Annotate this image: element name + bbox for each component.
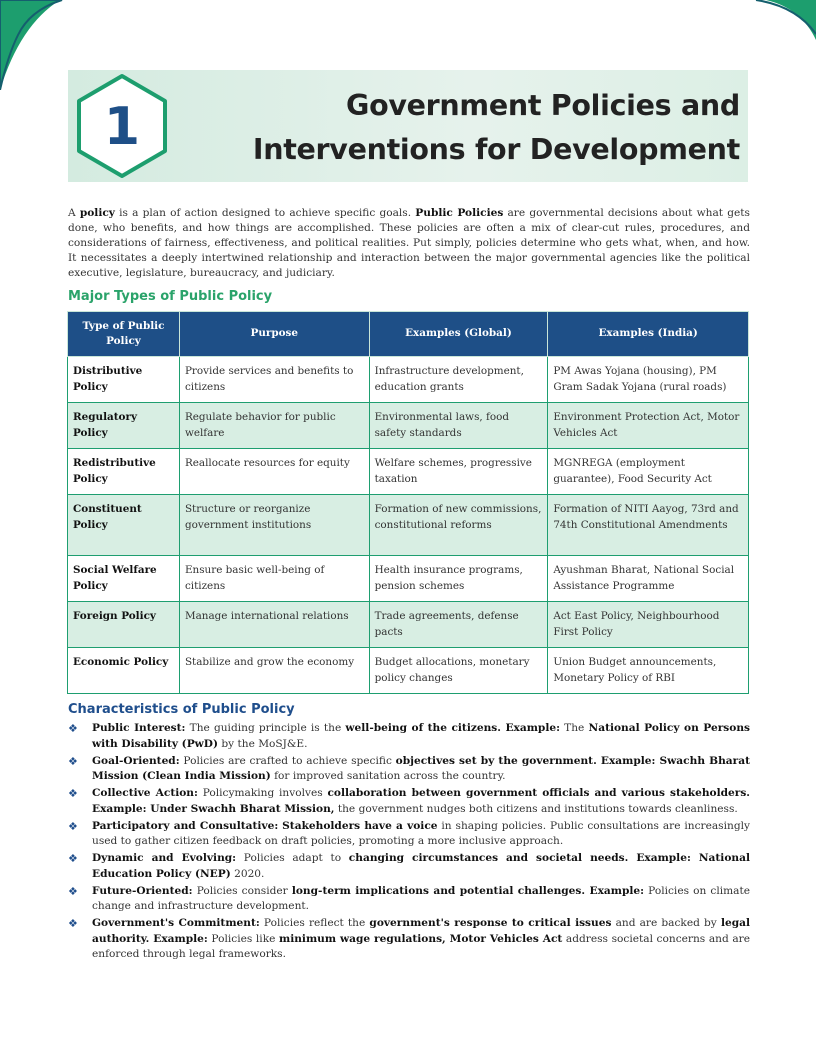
item-label: Future-Oriented: <box>92 884 193 897</box>
item-label: Dynamic and Evolving: <box>92 852 237 864</box>
cell-type: Foreign Policy <box>68 602 180 648</box>
cell-type: Redistributive Policy <box>68 449 180 495</box>
cell-purpose: Reallocate resources for equity <box>179 449 369 495</box>
item-text: the government nudges both citizens and institutions towards cleanliness. <box>334 802 738 815</box>
item-keyword: well-being of the citizens. Example: <box>345 722 560 734</box>
diamond-bullet-icon: ❖ <box>68 754 78 768</box>
item-label: Goal-Oriented: <box>92 754 180 767</box>
cell-purpose: Ensure basic well-being of citizens <box>179 556 369 602</box>
item-text: address societal concerns and are enforced through legal frameworks. <box>92 932 750 960</box>
diamond-bullet-icon: ❖ <box>68 917 78 930</box>
diamond-bullet-icon: ❖ <box>68 787 78 800</box>
corner-decoration-left <box>0 0 70 90</box>
cell-type: Distributive Policy <box>68 357 180 403</box>
table-row <box>68 403 749 449</box>
item-keyword: National Policy on Persons with Disability (PwD) <box>92 722 750 750</box>
cell-type: Social Welfare Policy <box>68 556 180 602</box>
list-item <box>68 721 750 752</box>
cell-global: Formation of new commissions, constitutional reforms <box>369 495 548 556</box>
table-row <box>68 648 749 694</box>
cell-india: Union Budget announcements, Monetary Policy of RBI <box>548 648 749 694</box>
header-purpose: Purpose <box>179 312 369 357</box>
chapter-title-line-1: Government Policies and <box>346 89 740 122</box>
cell-global: Health insurance programs, pension schemes <box>369 556 548 602</box>
cell-global: Environmental laws, food safety standards <box>369 403 548 449</box>
item-text: The <box>560 722 589 734</box>
table-row <box>68 556 749 602</box>
item-keyword: changing circumstances and societal needs. Example: National Education Policy (NEP) <box>92 852 750 880</box>
item-text: Policies are crafted to achieve specific <box>179 754 396 767</box>
cell-global: Infrastructure development, education grants <box>369 357 548 403</box>
table-row <box>68 495 749 556</box>
intro-keyword: Public Policies <box>415 207 504 219</box>
item-keyword: long-term implications and potential challenges. Example: <box>291 884 645 897</box>
section-heading-types: Major Types of Public Policy <box>68 289 273 304</box>
header-type: Type of Public Policy <box>68 312 180 357</box>
diamond-bullet-icon: ❖ <box>68 852 78 865</box>
diamond-bullet-icon: ❖ <box>68 819 78 833</box>
item-text: Policies adapt to <box>236 852 349 864</box>
diamond-bullet-icon: ❖ <box>68 722 78 735</box>
cell-india: Formation of NITI Aayog, 73rd and 74th Constitutional Amendments <box>548 495 749 556</box>
cell-india: Act East Policy, Neighbourhood First Policy <box>548 602 749 648</box>
chapter-title-line-2: Interventions for Development <box>252 133 740 166</box>
item-text: Policies on climate change and infrastructure development. <box>92 884 751 912</box>
cell-india: Ayushman Bharat, National Social Assistance Programme <box>548 556 749 602</box>
item-text: in shaping policies. Public consultations are increasingly used to gather citizen feedback on draft policies, promoting a more inclusive approach. <box>92 819 750 847</box>
chapter-banner <box>68 70 748 182</box>
cell-global: Welfare schemes, progressive taxation <box>369 449 548 495</box>
intro-text: A <box>68 207 80 219</box>
table-row <box>68 602 749 648</box>
cell-type: Constituent Policy <box>68 495 180 556</box>
item-text: 2020. <box>230 867 265 880</box>
cell-purpose: Stabilize and grow the economy <box>179 648 369 694</box>
chapter-title <box>253 84 740 172</box>
list-item <box>68 851 750 882</box>
diamond-bullet-icon: ❖ <box>68 884 78 898</box>
intro-paragraph <box>68 206 750 281</box>
cell-india: PM Awas Yojana (housing), PM Gram Sadak Yojana (rural roads) <box>548 357 749 403</box>
table-header-row <box>68 312 749 357</box>
intro-keyword: policy <box>79 207 115 219</box>
item-label: Government's Commitment: <box>92 917 260 929</box>
header-examples-global: Examples (Global) <box>369 312 548 357</box>
cell-india: MGNREGA (employment guarantee), Food Security Act <box>548 449 749 495</box>
list-item <box>68 916 750 963</box>
item-text: and are backed by <box>611 917 721 929</box>
cell-purpose: Structure or reorganize government institutions <box>179 495 369 556</box>
cell-purpose: Manage international relations <box>179 602 369 648</box>
item-text: Policies consider <box>192 884 292 897</box>
cell-global: Budget allocations, monetary policy changes <box>369 648 548 694</box>
intro-text: is a plan of action designed to achieve specific goals. <box>114 207 416 219</box>
list-item <box>68 884 750 915</box>
cell-global: Trade agreements, defense pacts <box>369 602 548 648</box>
item-keyword: Stakeholders have a voice <box>282 819 438 832</box>
header-examples-india: Examples (India) <box>548 312 749 357</box>
item-label: Public Interest: <box>92 722 186 734</box>
cell-india: Environment Protection Act, Motor Vehicles Act <box>548 403 749 449</box>
item-keyword: minimum wage regulations, Motor Vehicles Act <box>279 932 563 945</box>
item-keyword: government's response to critical issues <box>369 917 612 929</box>
item-keyword: objectives set by the government. Example: Swachh Bharat Mission (Clean India Mission) <box>92 754 750 782</box>
list-item <box>68 754 750 785</box>
section-heading-characteristics: Characteristics of Public Policy <box>68 702 295 717</box>
item-text: for improved sanitation across the country. <box>270 770 506 782</box>
cell-purpose: Provide services and benefits to citizens <box>179 357 369 403</box>
policy-types-table <box>67 311 749 694</box>
chapter-number: 1 <box>103 97 141 157</box>
item-text: Policies reflect the <box>259 917 370 929</box>
cell-purpose: Regulate behavior for public welfare <box>179 403 369 449</box>
characteristics-list <box>68 721 750 964</box>
item-text: by the MoSJ&E. <box>217 737 308 750</box>
chapter-number-hexagon <box>74 72 170 180</box>
item-text: Policies like <box>207 932 279 945</box>
item-keyword: legal authority. Example: <box>92 917 750 945</box>
item-text: Policymaking involves <box>197 787 328 799</box>
intro-text: are governmental decisions about what gets done, who benefits, and how things are accomplished. These policies are often a mix of clear-cut rules, procedures, and considerations of fairness, effectiveness, and political realities. Put simply, policies determine who gets what, when, and how. It necessitates a deeply intertwined relationship and interaction between the major governmental agencies like the political executive, legislature, bureaucracy, and judiciary. <box>68 207 750 279</box>
item-label: Participatory and Consultative: <box>92 819 279 832</box>
cell-type: Regulatory Policy <box>68 403 180 449</box>
item-text: The guiding principle is the <box>185 722 346 734</box>
list-item <box>68 819 750 850</box>
item-label: Collective Action: <box>92 787 198 799</box>
corner-decoration-right <box>746 0 816 40</box>
table-row <box>68 357 749 403</box>
table-row <box>68 449 749 495</box>
item-keyword: collaboration between government officials and various stakeholders. Example: Under Swachh Bharat Mission, <box>92 787 750 815</box>
cell-type: Economic Policy <box>68 648 180 694</box>
list-item <box>68 786 750 817</box>
